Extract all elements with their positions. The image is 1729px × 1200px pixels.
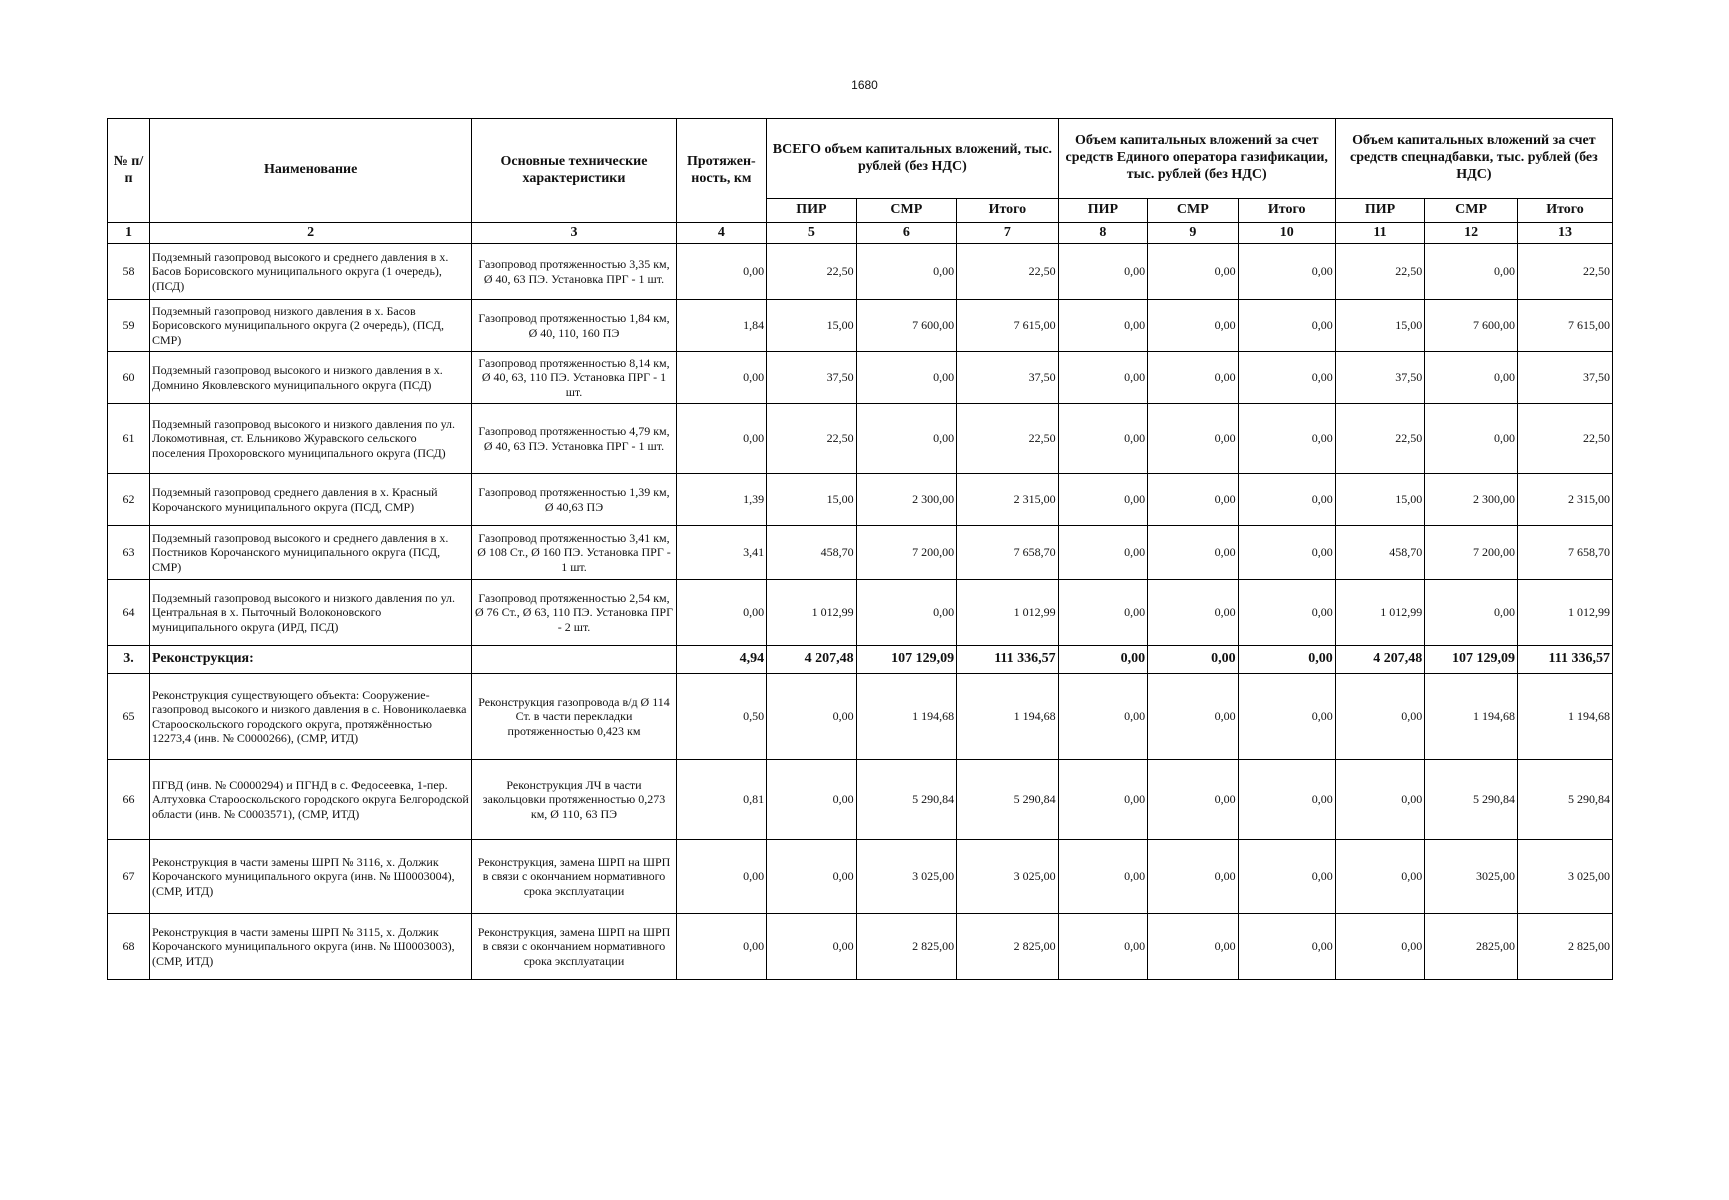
column-number-row (108, 223, 1613, 244)
value-cell: 3025,00 (1425, 840, 1518, 914)
row-name: Реконструкция в части замены ШРП № 3116, х. Должик Корочанского муниципального округа (инв. № Ш0003004), (СМР, ИТД) (149, 840, 471, 914)
column-number: 2 (149, 223, 471, 244)
table-body (108, 244, 1613, 980)
row-spec: Газопровод протяженностью 4,79 км, Ø 40, 63 ПЭ. Установка ПРГ - 1 шт. (472, 404, 676, 474)
value-cell: 7 200,00 (856, 526, 956, 580)
value-cell: 458,70 (1335, 526, 1424, 580)
column-number: 4 (676, 223, 767, 244)
table-row (108, 674, 1613, 760)
value-cell: 0,00 (1058, 474, 1147, 526)
table-row (108, 840, 1613, 914)
value-cell: 0,00 (1238, 760, 1335, 840)
value-cell: 5 290,84 (957, 760, 1059, 840)
row-spec: Реконструкция, замена ШРП на ШРП в связи с окончанием нормативного срока эксплуатации (472, 914, 676, 980)
table-row (108, 914, 1613, 980)
value-cell: 3 025,00 (957, 840, 1059, 914)
value-cell: 0,00 (1058, 646, 1147, 674)
row-number: 60 (108, 352, 150, 404)
value-cell: 2 300,00 (1425, 474, 1518, 526)
subheader-cell: ПИР (767, 199, 856, 223)
row-number: 58 (108, 244, 150, 300)
value-cell: 0,00 (1058, 300, 1147, 352)
value-cell: 0,50 (676, 674, 767, 760)
row-spec: Реконструкция, замена ШРП на ШРП в связи с окончанием нормативного срока эксплуатации (472, 840, 676, 914)
value-cell: 3 025,00 (856, 840, 956, 914)
table-row (108, 760, 1613, 840)
subheader-cell: СМР (1425, 199, 1518, 223)
value-cell: 0,00 (1425, 580, 1518, 646)
subheader-cell: СМР (1148, 199, 1239, 223)
row-spec: Газопровод протяженностью 3,35 км, Ø 40, 63 ПЭ. Установка ПРГ - 1 шт. (472, 244, 676, 300)
value-cell: 0,00 (1335, 840, 1424, 914)
row-number: 63 (108, 526, 150, 580)
value-cell: 0,00 (767, 760, 856, 840)
value-cell: 111 336,57 (1517, 646, 1612, 674)
value-cell: 37,50 (1517, 352, 1612, 404)
value-cell: 0,00 (1238, 244, 1335, 300)
value-cell: 7 615,00 (957, 300, 1059, 352)
subheader-cell: Итого (1238, 199, 1335, 223)
value-cell: 2 315,00 (957, 474, 1059, 526)
row-name: Подземный газопровод высокого и низкого давления по ул. Центральная в х. Пыточный Волоконовского муниципального округа (ИРД, ПСД) (149, 580, 471, 646)
value-cell: 0,00 (1148, 474, 1239, 526)
row-name: Реконструкция существующего объекта: Сооружение-газопровод высокого и низкого давления в с. Новониколаевка Старооскольского городского округа, протяжённостью 12273,4 (инв. № С0000266), (СМР, ИТД) (149, 674, 471, 760)
value-cell: 3 025,00 (1517, 840, 1612, 914)
value-cell: 0,00 (1148, 580, 1239, 646)
table-row (108, 244, 1613, 300)
value-cell: 0,00 (1335, 760, 1424, 840)
value-cell: 107 129,09 (856, 646, 956, 674)
subheader-cell: Итого (957, 199, 1059, 223)
value-cell: 1 194,68 (1517, 674, 1612, 760)
value-cell: 0,00 (676, 580, 767, 646)
column-number: 13 (1517, 223, 1612, 244)
subheader-cell: СМР (856, 199, 956, 223)
row-number: 65 (108, 674, 150, 760)
value-cell: 0,00 (856, 580, 956, 646)
value-cell: 111 336,57 (957, 646, 1059, 674)
row-number: 64 (108, 580, 150, 646)
value-cell: 107 129,09 (1425, 646, 1518, 674)
value-cell: 1 012,99 (1335, 580, 1424, 646)
section-row (108, 646, 1613, 674)
value-cell: 0,00 (1148, 404, 1239, 474)
row-spec: Газопровод протяженностью 3,41 км, Ø 108 Ст., Ø 160 ПЭ. Установка ПРГ - 1 шт. (472, 526, 676, 580)
subheader-cell: Итого (1517, 199, 1612, 223)
value-cell: 5 290,84 (1517, 760, 1612, 840)
column-number: 11 (1335, 223, 1424, 244)
value-cell: 1 012,99 (1517, 580, 1612, 646)
value-cell: 0,00 (1058, 580, 1147, 646)
value-cell: 0,00 (1425, 352, 1518, 404)
row-name: Реконструкция: (149, 646, 471, 674)
value-cell: 0,00 (1148, 760, 1239, 840)
value-cell: 0,00 (1148, 352, 1239, 404)
investment-table (107, 118, 1613, 980)
value-cell: 0,00 (676, 244, 767, 300)
row-spec (472, 646, 676, 674)
row-name: Подземный газопровод высокого и среднего давления в х. Постников Корочанского муниципального округа (ПСД, СМР) (149, 526, 471, 580)
value-cell: 0,00 (856, 244, 956, 300)
value-cell: 0,00 (676, 352, 767, 404)
value-cell: 1 012,99 (957, 580, 1059, 646)
row-number: 62 (108, 474, 150, 526)
row-spec: Газопровод протяженностью 1,39 км, Ø 40,63 ПЭ (472, 474, 676, 526)
value-cell: 0,00 (1238, 914, 1335, 980)
value-cell: 0,00 (1238, 674, 1335, 760)
value-cell: 7 658,70 (957, 526, 1059, 580)
value-cell: 1 194,68 (856, 674, 956, 760)
header-length: Протяжен-ность, км (676, 119, 767, 223)
value-cell: 7 200,00 (1425, 526, 1518, 580)
column-number: 12 (1425, 223, 1518, 244)
value-cell: 22,50 (957, 244, 1059, 300)
header-group-special: Объем капитальных вложений за счет средств спецнадбавки, тыс. рублей (без НДС) (1335, 119, 1612, 199)
value-cell: 0,00 (856, 352, 956, 404)
row-name: Реконструкция в части замены ШРП № 3115, х. Должик Корочанского муниципального округа (инв. № Ш0003003), (СМР, ИТД) (149, 914, 471, 980)
value-cell: 5 290,84 (1425, 760, 1518, 840)
table-row (108, 474, 1613, 526)
row-number: 3. (108, 646, 150, 674)
value-cell: 7 615,00 (1517, 300, 1612, 352)
value-cell: 1 194,68 (1425, 674, 1518, 760)
value-cell: 3,41 (676, 526, 767, 580)
value-cell: 15,00 (1335, 474, 1424, 526)
table-row (108, 404, 1613, 474)
value-cell: 4 207,48 (767, 646, 856, 674)
value-cell: 0,00 (1238, 526, 1335, 580)
column-number: 1 (108, 223, 150, 244)
value-cell: 0,00 (767, 674, 856, 760)
header-spec: Основные технические характеристики (472, 119, 676, 223)
column-number: 8 (1058, 223, 1147, 244)
value-cell: 15,00 (767, 300, 856, 352)
value-cell: 2825,00 (1425, 914, 1518, 980)
column-number: 9 (1148, 223, 1239, 244)
value-cell: 15,00 (1335, 300, 1424, 352)
value-cell: 0,00 (856, 404, 956, 474)
row-number: 61 (108, 404, 150, 474)
value-cell: 0,00 (1058, 674, 1147, 760)
value-cell: 0,00 (1238, 404, 1335, 474)
row-number: 66 (108, 760, 150, 840)
value-cell: 0,00 (1148, 244, 1239, 300)
row-name: Подземный газопровод высокого и низкого давления по ул. Локомотивная, ст. Ельниково Журавского сельского поселения Прохоровского муниципального округа (ПСД) (149, 404, 471, 474)
row-spec: Газопровод протяженностью 8,14 км, Ø 40, 63, 110 ПЭ. Установка ПРГ - 1 шт. (472, 352, 676, 404)
row-spec: Реконструкция газопровода в/д Ø 114 Ст. в части перекладки протяженностью 0,423 км (472, 674, 676, 760)
value-cell: 458,70 (767, 526, 856, 580)
value-cell: 0,00 (1335, 674, 1424, 760)
table-row (108, 300, 1613, 352)
value-cell: 7 600,00 (856, 300, 956, 352)
row-name: Подземный газопровод высокого и среднего давления в х. Басов Борисовского муниципального округа (1 очередь), (ПСД) (149, 244, 471, 300)
column-number: 7 (957, 223, 1059, 244)
value-cell: 0,81 (676, 760, 767, 840)
row-number: 59 (108, 300, 150, 352)
value-cell: 0,00 (1058, 914, 1147, 980)
row-number: 68 (108, 914, 150, 980)
value-cell: 0,00 (1425, 404, 1518, 474)
value-cell: 0,00 (767, 914, 856, 980)
value-cell: 0,00 (1238, 580, 1335, 646)
value-cell: 0,00 (1238, 646, 1335, 674)
value-cell: 0,00 (1058, 244, 1147, 300)
value-cell: 0,00 (1148, 526, 1239, 580)
value-cell: 2 825,00 (1517, 914, 1612, 980)
value-cell: 1 012,99 (767, 580, 856, 646)
value-cell: 0,00 (1058, 760, 1147, 840)
value-cell: 2 315,00 (1517, 474, 1612, 526)
value-cell: 22,50 (1517, 404, 1612, 474)
value-cell: 0,00 (1058, 526, 1147, 580)
column-number: 5 (767, 223, 856, 244)
value-cell: 0,00 (1335, 914, 1424, 980)
header-name: Наименование (149, 119, 471, 223)
value-cell: 22,50 (1517, 244, 1612, 300)
subheader-cell: ПИР (1058, 199, 1147, 223)
value-cell: 1,84 (676, 300, 767, 352)
value-cell: 2 825,00 (856, 914, 956, 980)
header-group-operator: Объем капитальных вложений за счет средств Единого оператора газификации, тыс. рублей (без НДС) (1058, 119, 1335, 199)
value-cell: 0,00 (1148, 674, 1239, 760)
row-name: Подземный газопровод низкого давления в х. Басов Борисовского муниципального округа (2 очередь), (ПСД, СМР) (149, 300, 471, 352)
value-cell: 0,00 (1148, 840, 1239, 914)
value-cell: 0,00 (1058, 352, 1147, 404)
value-cell: 4 207,48 (1335, 646, 1424, 674)
value-cell: 0,00 (676, 404, 767, 474)
value-cell: 37,50 (957, 352, 1059, 404)
value-cell: 7 600,00 (1425, 300, 1518, 352)
column-number: 6 (856, 223, 956, 244)
value-cell: 37,50 (1335, 352, 1424, 404)
row-name: Подземный газопровод высокого и низкого давления в х. Домнино Яковлевского муниципального округа (ПСД) (149, 352, 471, 404)
value-cell: 0,00 (1058, 840, 1147, 914)
value-cell: 4,94 (676, 646, 767, 674)
row-spec: Реконструкция ЛЧ в части закольцовки протяженностью 0,273 км, Ø 110, 63 ПЭ (472, 760, 676, 840)
header-number: № п/п (108, 119, 150, 223)
header-group-total: ВСЕГО объем капитальных вложений, тыс. рублей (без НДС) (767, 119, 1059, 199)
subheader-cell: ПИР (1335, 199, 1424, 223)
row-spec: Газопровод протяженностью 2,54 км, Ø 76 Ст., Ø 63, 110 ПЭ. Установка ПРГ - 2 шт. (472, 580, 676, 646)
value-cell: 0,00 (676, 840, 767, 914)
value-cell: 5 290,84 (856, 760, 956, 840)
value-cell: 37,50 (767, 352, 856, 404)
value-cell: 0,00 (1425, 244, 1518, 300)
value-cell: 0,00 (676, 914, 767, 980)
value-cell: 22,50 (1335, 244, 1424, 300)
value-cell: 22,50 (1335, 404, 1424, 474)
value-cell: 0,00 (1148, 300, 1239, 352)
table-row (108, 526, 1613, 580)
value-cell: 0,00 (1238, 474, 1335, 526)
value-cell: 22,50 (957, 404, 1059, 474)
value-cell: 2 825,00 (957, 914, 1059, 980)
table-row (108, 352, 1613, 404)
value-cell: 1,39 (676, 474, 767, 526)
column-number: 3 (472, 223, 676, 244)
value-cell: 15,00 (767, 474, 856, 526)
value-cell: 1 194,68 (957, 674, 1059, 760)
row-number: 67 (108, 840, 150, 914)
row-spec: Газопровод протяженностью 1,84 км, Ø 40, 110, 160 ПЭ (472, 300, 676, 352)
value-cell: 0,00 (1238, 840, 1335, 914)
value-cell: 0,00 (1058, 404, 1147, 474)
value-cell: 0,00 (1238, 300, 1335, 352)
table-row (108, 580, 1613, 646)
column-number: 10 (1238, 223, 1335, 244)
value-cell: 0,00 (767, 840, 856, 914)
value-cell: 22,50 (767, 404, 856, 474)
value-cell: 2 300,00 (856, 474, 956, 526)
value-cell: 7 658,70 (1517, 526, 1612, 580)
value-cell: 0,00 (1148, 914, 1239, 980)
value-cell: 22,50 (767, 244, 856, 300)
value-cell: 0,00 (1148, 646, 1239, 674)
row-name: ПГВД (инв. № С0000294) и ПГНД в с. Федосеевка, 1-пер. Алтуховка Старооскольского городского округа Белгородской области (инв. № С0003571), (СМР, ИТД) (149, 760, 471, 840)
page-number: 1680 (851, 78, 878, 92)
value-cell: 0,00 (1238, 352, 1335, 404)
row-name: Подземный газопровод среднего давления в х. Красный Корочанского муниципального округа (ПСД, СМР) (149, 474, 471, 526)
